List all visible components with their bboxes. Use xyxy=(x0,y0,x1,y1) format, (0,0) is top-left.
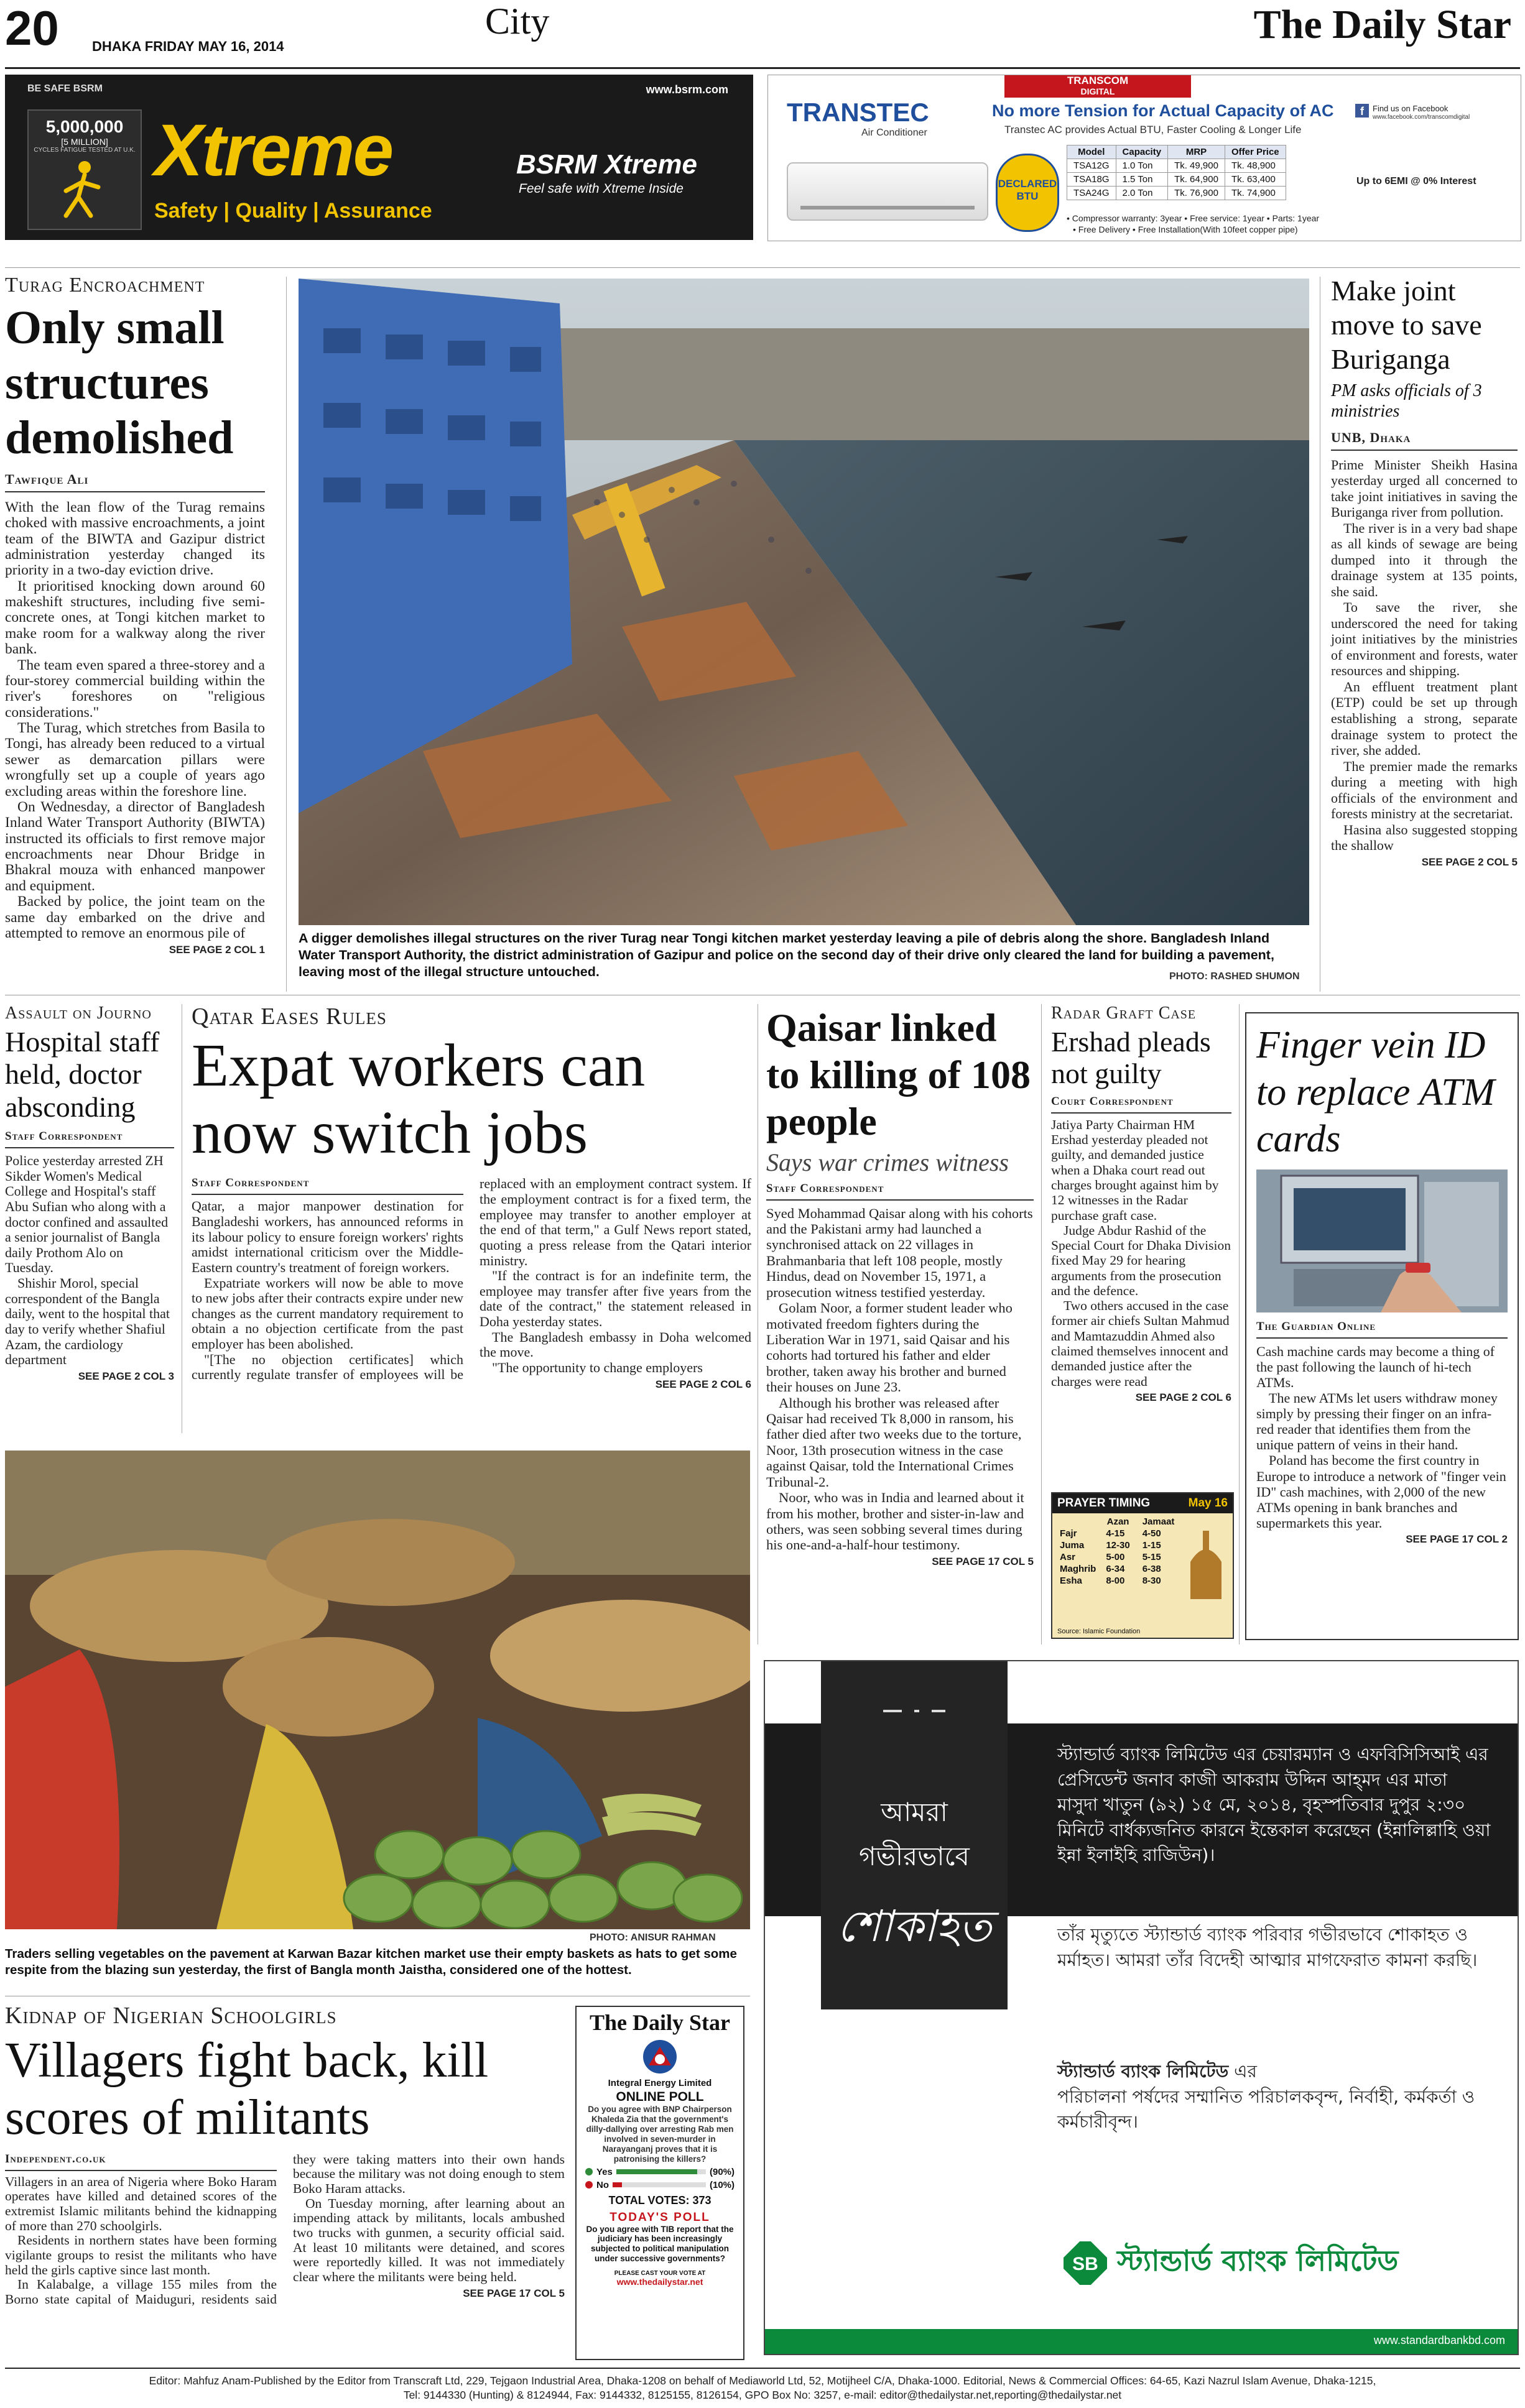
dateline: DHAKA FRIDAY MAY 16, 2014 xyxy=(92,39,284,54)
story-byline: UNB, Dhaka xyxy=(1331,430,1518,451)
market-photo-caption: Traders selling vegetables on the pavement at Karwan Bazar kitchen market use their empty baskets as hats to get some respite from the blazing sun yesterday, the first of Bangla month Jaistha, considered one of the hottest. xyxy=(5,1947,737,1977)
masthead: The Daily Star xyxy=(1253,2,1511,47)
story-body xyxy=(766,1206,1034,1553)
col-model: Model xyxy=(1067,145,1116,159)
divider xyxy=(5,267,1520,268)
transtec-facebook-url[interactable]: www.facebook.com/transcomdigital xyxy=(1373,114,1470,121)
story-byline: Staff Correspondent xyxy=(192,1176,463,1195)
cell: Tk. 76,900 xyxy=(1168,187,1225,200)
see-page-link[interactable]: SEE PAGE 2 COL 1 xyxy=(169,944,265,956)
market-traders-photo xyxy=(5,1451,750,1929)
paragraph: The Bangladesh embassy in Doha welcomed the move. xyxy=(480,1329,751,1360)
transtec-topbar xyxy=(1004,75,1191,98)
atm-photo xyxy=(1256,1169,1508,1312)
poll-yes-bar xyxy=(616,2169,697,2174)
paragraph: With the lean flow of the Turag remains choked with massive encroachments, a joint team of the BIWTA and Gazipur district administration yesterday changed its priority in a two-day eviction drive. xyxy=(5,499,265,579)
paragraph: Judge Abdur Rashid of the Special Court for Dhaka Division fixed May 29 for hearing arguments from the prosecution and the defence. xyxy=(1051,1222,1231,1298)
bsrm-brand xyxy=(154,108,392,193)
poll-url[interactable]: www.thedailystar.net xyxy=(616,2277,703,2287)
btu-badge xyxy=(996,154,1059,232)
story-byline: Court Correspondent xyxy=(1051,1095,1231,1114)
cell: 4-50 xyxy=(1142,1528,1161,1539)
poll-today-question: Do you agree with TIB report that the judiciary has been increasingly subjected to political manipulation under successive governments? xyxy=(586,2224,734,2264)
bsrm-count-box xyxy=(27,109,142,230)
table-row xyxy=(1056,1575,1180,1587)
cell: Juma xyxy=(1060,1540,1085,1551)
story-columns xyxy=(192,1176,751,1390)
paragraph: In Kalabalge, a village 155 miles from the Borno state capital of Maiduguri, residents said they were taking matters into their own hands because the military was not doing enough to stem Boko Haram attacks. xyxy=(5,2151,565,2307)
story-qatar xyxy=(192,1004,751,1391)
story-ershad xyxy=(1051,1004,1231,1404)
page-header xyxy=(0,0,1525,68)
dash-ornament-icon xyxy=(877,1699,952,1723)
prayer-source: Source: Islamic Foundation xyxy=(1057,1628,1141,1635)
column-rule xyxy=(286,277,287,992)
paragraph: Prime Minister Sheikh Hasina yesterday urged all concerned to take joint initiatives in saving the Buriganga river from pollution. xyxy=(1331,456,1518,520)
footer-line2: Tel: 9144330 (Hunting) & 8124944, Fax: 9144332, 8125155, 8126154, GPO Box No: 3257, e-mail: editor@thedailystar.net,reporting@thedailystar.net xyxy=(403,2388,1122,2401)
paragraph: "If the contract is for an indefinite term, the employee may transfer after five years from the date of the contract," the statement released in Doha yesterday states. xyxy=(480,1268,751,1330)
condolence-left-panel xyxy=(821,1661,1008,2009)
poll-sponsor: Integral Energy Limited xyxy=(608,2078,712,2088)
story-body xyxy=(1256,1344,1508,1531)
col-offer: Offer Price xyxy=(1225,145,1286,159)
poll-no-label: No xyxy=(596,2179,609,2190)
story-headline: Expat workers can now switch jobs xyxy=(192,1031,646,1166)
story-kicker: Assault on Journo xyxy=(5,1003,152,1023)
facebook-icon: f xyxy=(1355,104,1369,118)
story-byline: The Guardian Online xyxy=(1256,1320,1508,1339)
paragraph: Villagers in an area of Nigeria where Boko Haram operates have killed and detained scores of the extremist Islamic militants behind the kidnapping of more than 270 schoolgirls. xyxy=(5,2174,277,2233)
condolence-left-line2: গভীরভাবে xyxy=(859,1841,970,1871)
mosque-icon xyxy=(1184,1525,1228,1599)
cell: Asr xyxy=(1060,1552,1076,1562)
paragraph: An effluent treatment plant (ETP) could be set up through establishing a strong, separate drainage system to protect the river, she added. xyxy=(1331,678,1518,759)
paragraph: Two others accused in the case former air chiefs Sultan Mahmud and Mamtazuddin Ahmed also claimed themselves innocent and demanded justice after the charges were read xyxy=(1051,1298,1230,1389)
cell: 5-00 xyxy=(1106,1552,1125,1562)
header-rule xyxy=(5,67,1520,69)
story-headline: Ershad pleads not guilty xyxy=(1051,1025,1211,1090)
bsrm-count: 5,000,000 xyxy=(45,117,124,136)
signoff-bank: স্ট্যান্ডার্ড ব্যাংক লিমিটেড xyxy=(1057,2061,1229,2082)
story-byline: Independent.co.uk xyxy=(5,2152,277,2171)
signoff-suffix: এর xyxy=(1234,2061,1257,2082)
story-body xyxy=(1051,1117,1231,1389)
cell: 6-34 xyxy=(1106,1564,1125,1574)
table-row xyxy=(1056,1539,1180,1551)
see-page-link[interactable]: SEE PAGE 2 COL 3 xyxy=(78,1370,174,1382)
col-mrp: MRP xyxy=(1168,145,1225,159)
paragraph: Qatar, a major manpower destination for Bangladeshi workers, has announced reforms in its labour policy to ensure foreign workers' rights amidst international criticism over the Middle-Eastern country's treatment of foreign workers. xyxy=(192,1198,463,1275)
poll-no-bar-track xyxy=(613,2182,706,2187)
page-number: 20 xyxy=(5,1,59,55)
table-row xyxy=(1067,173,1286,187)
story-byline: Staff Correspondent xyxy=(766,1182,1034,1201)
story-body xyxy=(192,1176,751,1390)
cell: 2.0 Ton xyxy=(1116,187,1168,200)
cell: 12-30 xyxy=(1106,1540,1130,1551)
cell: Tk. 49,900 xyxy=(1168,159,1225,173)
bsrm-logo: BSRM Xtreme xyxy=(516,149,697,180)
table-row xyxy=(1067,187,1286,200)
poll-no-bar xyxy=(613,2182,622,2187)
condolence-signoff xyxy=(1057,2059,1493,2135)
poll-no-value: (10%) xyxy=(709,2179,735,2190)
transtec-price-table xyxy=(1067,145,1286,200)
cell: Tk. 63,400 xyxy=(1225,173,1286,187)
bsrm-url[interactable]: www.bsrm.com xyxy=(646,83,728,96)
svg-text:SB: SB xyxy=(1072,2254,1098,2274)
cell: 1.0 Ton xyxy=(1116,159,1168,173)
poll-yes-label: Yes xyxy=(596,2166,613,2177)
transtec-top2: DIGITAL xyxy=(1080,86,1115,96)
transtec-emi: Up to 6EMI @ 0% Interest xyxy=(1356,176,1476,187)
paragraph: Noor, who was in India and learned about it from his mother, brother and sister-in-law and others, was seen sobbing several times during his one-and-a-half-hour testimony. xyxy=(766,1490,1024,1553)
poll-yes-value: (90%) xyxy=(709,2166,735,2177)
poll-masthead: The Daily Star xyxy=(589,2010,730,2035)
col-capacity: Capacity xyxy=(1116,145,1168,159)
poll-question: Do you agree with BNP Chairperson Khaleda Zia that the government's dilly-dallying over arresting Rab men involved in seven-murder in Narayanganj proves that it is patronising the killers? xyxy=(586,2105,734,2164)
transtec-warranty: • Compressor warranty: 3year • Free service: 1year • Parts: 1year xyxy=(1067,213,1320,223)
story-subhead: Says war crimes witness xyxy=(766,1148,1009,1176)
story-qaisar xyxy=(766,1004,1034,1568)
story-byline: Tawfique Ali xyxy=(5,471,265,492)
paragraph: Residents in northern states have been forming vigilante groups to resist the militants who have held the girls captive since last month. xyxy=(5,2233,277,2277)
cell: 1.5 Ton xyxy=(1116,173,1168,187)
story-columns xyxy=(5,2152,565,2307)
transtec-brand-sub: Air Conditioner xyxy=(861,127,927,138)
ad-bsrm[interactable] xyxy=(5,75,753,240)
paragraph: The new ATMs let users withdraw money simply by pressing their finger on an infra-red reader that identifies them from the unique pattern of veins in their hand. xyxy=(1256,1390,1498,1453)
paragraph: Police yesterday arrested ZH Sikder Women's Medical College and Hospital's staff Abu Sufian who along with a doctor confined and assaulted a senior journalist of Bangla daily Prothom Alo on Tuesday. xyxy=(5,1153,169,1276)
story-kicker: Kidnap of Nigerian Schoolgirls xyxy=(5,2003,337,2029)
cell: 8-30 xyxy=(1142,1575,1161,1586)
signoff-rest: পরিচালনা পর্ষদের সম্মানিত পরিচালকবৃন্দ, নির্বাহী, কর্মকর্তা ও কর্মচারীবৃন্দ। xyxy=(1057,2086,1475,2133)
see-page-link[interactable]: SEE PAGE 2 COL 6 xyxy=(1135,1391,1231,1403)
online-poll xyxy=(575,2006,744,2360)
cell: TSA18G xyxy=(1067,173,1116,187)
story-body xyxy=(5,500,265,942)
story-subhead: PM asks officials of 3 ministries xyxy=(1331,381,1482,422)
story-headline: Qaisar linked to killing of 108 people xyxy=(766,1005,1031,1144)
col-azan: Azan xyxy=(1106,1516,1129,1527)
story-headline: Make joint move to save Buriganga xyxy=(1331,275,1482,376)
condolence-left-line1: আমরা xyxy=(881,1797,948,1827)
paragraph: Expatriate workers will now be able to move to new jobs after their contracts expire under new changes as the current mandatory requirement to obtain a no objection certificate from the past employer has been abolished. xyxy=(192,1275,463,1352)
bsrm-tagline: Safety | Quality | Assurance xyxy=(154,199,432,223)
cell: Maghrib xyxy=(1060,1564,1096,1574)
story-body xyxy=(5,2152,565,2307)
story-nigeria xyxy=(5,2003,565,2307)
bsrm-count-sub: [5 MILLION] xyxy=(61,137,108,147)
paragraph: "[The no objection certificates] which currently regulate transfer of employees will be replaced with an employment contract system. If the employment contract is for a fixed term, the employee may transfer to another employer at the end of that term," a Gulf News report stated, quoting a press release from the Qatari interior ministry. xyxy=(192,1176,751,1383)
transtec-delivery: • Free Delivery • Free Installation(With 10feet copper pipe) xyxy=(1073,224,1298,234)
market-photo xyxy=(5,1451,750,1929)
bank-url-bar xyxy=(765,2329,1518,2354)
table-row xyxy=(1056,1551,1180,1563)
table-row xyxy=(1056,1563,1180,1575)
poll-no-row[interactable] xyxy=(577,2177,743,2190)
see-page-link[interactable]: SEE PAGE 2 COL 6 xyxy=(655,1378,751,1390)
see-page-link[interactable]: SEE PAGE 17 COL 5 xyxy=(932,1555,1034,1567)
paragraph: "The opportunity to change employers xyxy=(492,1359,703,1375)
prayer-timing-box xyxy=(1051,1492,1234,1639)
paragraph: The premier made the remarks during a meeting with high officials of the environment and forests ministry at the secretariat. xyxy=(1331,758,1518,822)
bsrm-count-note: CYCLES FATIGUE TESTED AT U.K. xyxy=(34,147,136,154)
paragraph: The Turag, which stretches from Basila to Tongi, has already been reduced to a virtual sewer as demarcation pillars were wrongfully set up a couple of years ago excluding areas within the foreshore line. xyxy=(5,720,265,800)
paragraph: To save the river, she underscored the need for taking joint initiatives by the ministries of environment and forests, water resources and shipping. xyxy=(1331,599,1518,679)
prayer-table xyxy=(1056,1516,1180,1587)
see-page-link[interactable]: SEE PAGE 17 COL 5 xyxy=(463,2287,565,2299)
story-headline: Villagers fight back, kill scores of militants xyxy=(5,2032,489,2145)
paragraph: Golam Noor, a former student leader who motivated freedom fighters during the Liberation War in 1971, said Qaisar and his cohorts had tortured his father and elder brother, taken away his brother and burned their houses on June 23. xyxy=(766,1300,1013,1395)
bsrm-brand-text: Xtreme xyxy=(154,109,392,191)
yes-dot-icon xyxy=(585,2168,593,2175)
footer-line1: Editor: Mahfuz Anam-Published by the Editor from Transcraft Ltd, 229, Tejgaon Industrial Area, Dhaka-1208 on behalf of Mediaworld Ltd, 52, Motijheel C/A, Dhaka-1000. Editorial, News & Commercial Offices: 64-65, Kazi Nazrul Islam Avenue, Dhaka-1215, xyxy=(149,2374,1376,2387)
bank-logo-icon xyxy=(1064,2241,1107,2285)
story-kicker: Qatar Eases Rules xyxy=(192,1003,387,1030)
prayer-date: May 16 xyxy=(1188,1497,1228,1510)
cell: 6-38 xyxy=(1142,1564,1161,1574)
story-kicker: Turag Encroachment xyxy=(5,274,205,297)
bsrm-logo-sub: Feel safe with Xtreme Inside xyxy=(519,182,684,196)
cell: Fajr xyxy=(1060,1528,1077,1539)
river-demolition-photo xyxy=(299,279,1309,925)
paragraph: Cash machine cards may become a thing of the past following the launch of hi-tech ATMs. xyxy=(1256,1343,1495,1391)
story-headline: Hospital staff held, doctor absconding xyxy=(5,1025,160,1123)
paragraph: Hasina also suggested stopping the shallow xyxy=(1331,821,1518,854)
sponsor-logo-icon xyxy=(641,2038,679,2075)
bank-logo-row xyxy=(1064,2240,1398,2287)
bank-url[interactable]: www.standardbankbd.com xyxy=(1373,2334,1505,2346)
runner-icon xyxy=(29,154,141,222)
poll-yes-row[interactable] xyxy=(577,2164,743,2177)
col-jamaat: Jamaat xyxy=(1142,1516,1175,1527)
story-atm xyxy=(1245,1012,1519,1640)
table-row xyxy=(1056,1528,1180,1539)
cell: 8-00 xyxy=(1106,1575,1125,1586)
poll-yes-bar-track xyxy=(616,2169,706,2174)
transtec-top: TRANSCOM xyxy=(1067,75,1129,86)
ac-unit-image xyxy=(787,162,988,221)
condolence-para1: স্ট্যান্ডার্ড ব্যাংক লিমিটেড এর চেয়ারম্যান ও এফবিসিসিআই এর প্রেসিডেন্ট জনাব কাজী আকরাম উদ্দিন আহ্‌মদ এর মাতা মাসুদা খাতুন (৯২) ১৫ মে, ২০১৪, বৃহস্পতিবার দুপুর ২:৩০ মিনিটে বার্ধক্যজনিত কারনে ইন্তেকাল করেছেন (ইন্নালিল্লাহি ওয়া ইন্না ইলাইহি রাজিউন)। xyxy=(1057,1744,1491,1866)
btu-badge-text: DECLARED BTU xyxy=(998,178,1057,202)
main-photo xyxy=(299,279,1309,925)
paragraph: Backed by police, the joint team on the same day embarked on the drive and attempted to remove an enormous pile of xyxy=(5,893,265,941)
column-rule xyxy=(1239,1004,1240,1645)
story-buriganga xyxy=(1331,274,1518,869)
cell: Tk. 74,900 xyxy=(1225,187,1286,200)
story-turag xyxy=(5,274,265,956)
paragraph: Syed Mohammad Qaisar along with his cohorts and the Pakistani army had launched a synchronised attack on 22 villages in Brahmanbaria that left 108 people, mostly Hindus, dead on November 15, 1971, a prosecution witness testified yesterday. xyxy=(766,1205,1033,1300)
paragraph: Jatiya Party Chairman HM Ershad yesterday pleaded not guilty, and demanded justice when a Dhaka court read out charges brought against him by 12 witnesses in the Radar purchase graft case. xyxy=(1051,1117,1219,1223)
bank-logo-text: স্ট্যান্ডার্ড ব্যাংক লিমিটেড xyxy=(1117,2244,1399,2277)
paragraph: Shishir Morol, special correspondent of the Bangla daily, went to the hospital that day to verify whether Shafiul Azam, the cardiology department xyxy=(5,1275,170,1368)
condolence-para2: তাঁর মৃত্যুতে স্ট্যান্ডার্ড ব্যাংক পরিবার গভীরভাবে শোকাহত ও মর্মাহত। আমরা তাঁর বিদেহী আত্মার মাগফেরাত কামনা করছি। xyxy=(1057,1924,1478,1970)
story-body xyxy=(5,1153,174,1368)
story-body xyxy=(1331,457,1518,854)
column-rule xyxy=(1041,1004,1042,1645)
poll-today-title: TODAY'S POLL xyxy=(610,2210,710,2224)
paragraph: On Wednesday, a director of Bangladesh Inland Water Transport Authority (BIWTA) instructed its officials to first remove major encroachments near Dhour Bridge in Bhakral mouza with enhanced manpower and equipment. xyxy=(5,798,265,894)
paragraph: The team even spared a three-storey and a four-storey commercial building within the river's foreshores on "religious considerations." xyxy=(5,657,265,721)
poll-title: ONLINE POLL xyxy=(616,2090,704,2104)
story-hospital xyxy=(5,1004,174,1383)
table-row xyxy=(1067,159,1286,173)
story-kicker: Radar Graft Case xyxy=(1051,1003,1197,1023)
cell: TSA12G xyxy=(1067,159,1116,173)
cell: Tk. 64,900 xyxy=(1168,173,1225,187)
ad-condolence[interactable] xyxy=(764,1660,1519,2355)
main-photo-credit: PHOTO: RASHED SHUMON xyxy=(1169,971,1300,982)
cell: TSA24G xyxy=(1067,187,1116,200)
paragraph: Although his brother was released after Qaisar had received Tk 8,000 in ransom, his father died after two weeks due to the torture, Noor, 13th prosecution witness in the case against Qaisar, told the International Crimes Tribunal-2. xyxy=(766,1395,1022,1490)
cell: Tk. 48,900 xyxy=(1225,159,1286,173)
no-dot-icon xyxy=(585,2181,593,2189)
bsrm-tag: BE SAFE BSRM xyxy=(27,83,103,94)
ad-transtec[interactable] xyxy=(767,75,1521,241)
footer-imprint xyxy=(5,2374,1520,2402)
cell: 4-15 xyxy=(1106,1528,1125,1539)
paragraph: On Tuesday morning, after learning about an impending attack by militants, locals ambushed two trucks with gunmen, a security official said. At least 10 militants were detained, and scores were reportedly killed. It was not immediately clear where the militants were being held. xyxy=(293,2195,565,2284)
transtec-subline: Transtec AC provides Actual BTU, Faster Cooling & Longer Life xyxy=(1004,124,1302,136)
story-headline: Finger vein ID to replace ATM cards xyxy=(1256,1024,1495,1161)
market-photo-credit: PHOTO: ANISUR RAHMAN xyxy=(590,1932,716,1943)
cell: Esha xyxy=(1060,1575,1082,1586)
transtec-facebook[interactable]: Find us on Facebook xyxy=(1373,104,1449,113)
story-headline: Only small structures demolished xyxy=(5,302,234,464)
transtec-brand: TRANSTEC xyxy=(787,98,929,127)
story-byline: Staff Correspondent xyxy=(5,1130,174,1148)
poll-total: TOTAL VOTES: 373 xyxy=(608,2193,712,2207)
see-page-link[interactable]: SEE PAGE 17 COL 2 xyxy=(1406,1533,1508,1545)
prayer-title: PRAYER TIMING xyxy=(1057,1497,1151,1510)
cell: 5-15 xyxy=(1142,1552,1161,1562)
transtec-headline: No more Tension for Actual Capacity of AC xyxy=(992,101,1334,120)
see-page-link[interactable]: SEE PAGE 2 COL 5 xyxy=(1421,856,1518,868)
paragraph: It prioritised knocking down around 60 makeshift structures, including five semi-concrete ones, at Tongi kitchen market to make room for a walkway along the river bank. xyxy=(5,578,265,658)
main-photo-caption: A digger demolishes illegal structures on the river Turag near Tongi kitchen market yesterday leaving a pile of debris along the shore. Bangladesh Inland Water Transport Authority, the district administration of Gazipur and police on the second day of their drive only cleared the land for building a pavement, leaving most of the illegal structure untouched. xyxy=(299,931,1274,979)
prayer-header xyxy=(1052,1493,1233,1513)
cell: 1-15 xyxy=(1142,1540,1161,1551)
condolence-left-big: শোকাহত xyxy=(837,1901,992,1952)
paragraph: Poland has become the first country in Europe to introduce a network of "finger vein ID" cash machines, with 2,000 of the new ATMs opening in bank branches and supermarkets this year. xyxy=(1256,1452,1506,1531)
paragraph: The river is in a very bad shape as all kinds of sewage are being dumped into it through the drainage system at 135 points, she said. xyxy=(1331,520,1518,599)
poll-footer: PLEASE CAST YOUR VOTE AT xyxy=(614,2270,706,2277)
section-name: City xyxy=(485,1,550,42)
footer-rule xyxy=(5,2368,1520,2369)
